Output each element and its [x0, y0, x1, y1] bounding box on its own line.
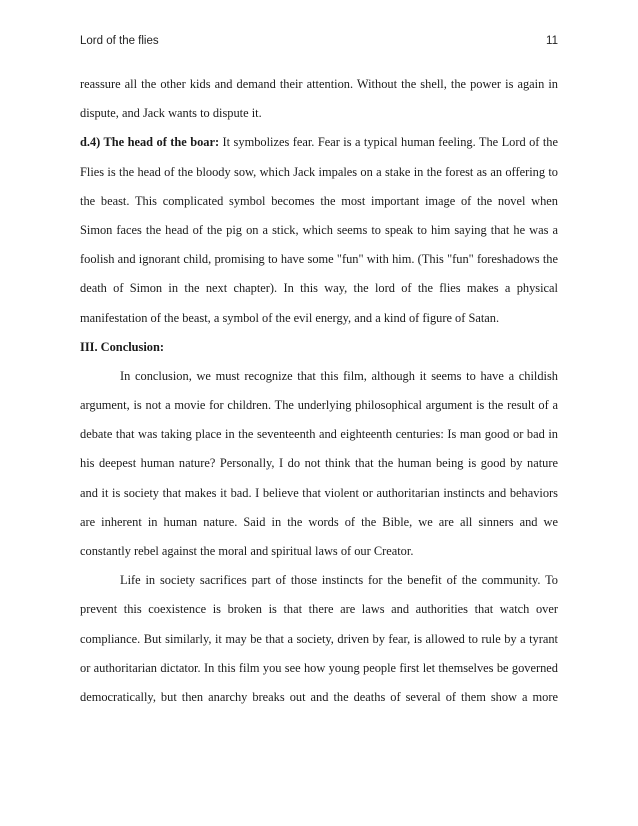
line-text: Life in society sacrifices part of those instincts for the benefit of the community. To	[120, 573, 558, 588]
text-line	[80, 362, 558, 391]
text-line	[80, 187, 558, 216]
text-line	[80, 274, 558, 303]
line-text: compliance. But similarly, it may be that a society, driven by fear, is allowed to rule by a tyrant	[80, 631, 558, 646]
text-line	[80, 420, 558, 449]
line-text: death of Simon in the next chapter). In this way, the lord of the flies makes a physical	[80, 281, 558, 296]
line-text: and it is society that makes it bad. I believe that violent or authoritarian instincts and behaviors	[80, 485, 558, 500]
text-line	[80, 333, 558, 362]
text-line	[80, 508, 558, 537]
line-text: constantly rebel against the moral and spiritual laws of our Creator.	[80, 544, 414, 558]
text-line	[80, 566, 558, 595]
line-text: debate that was taking place in the seventeenth and eighteenth centuries: Is man good or bad in	[80, 427, 558, 442]
line-text: Simon faces the head of the pig on a stick, which seems to speak to him saying that he was a	[80, 222, 558, 237]
text-line	[80, 99, 558, 128]
bold-heading: d.4) The head of the boar:	[80, 135, 220, 150]
text-line	[80, 304, 558, 333]
line-text: dispute, and Jack wants to dispute it.	[80, 106, 262, 121]
text-line	[80, 70, 558, 99]
line-text: argument, is not a movie for children. The underlying philosophical argument is the result of a	[80, 398, 558, 413]
text-line	[80, 654, 558, 683]
text-line	[80, 158, 558, 187]
text-line	[80, 683, 558, 712]
line-text: or authoritarian dictator. In this film you see how young people first let themselves be governed	[80, 660, 558, 675]
line-text: foolish and ignorant child, promising to have some "fun" with him. (This "fun" foreshadows the	[80, 252, 558, 267]
text-line	[80, 216, 558, 245]
text-line	[80, 449, 558, 478]
line-text: manifestation of the beast, a symbol of the evil energy, and a kind of figure of Satan.	[80, 310, 500, 325]
bold-heading: III. Conclusion:	[80, 339, 165, 354]
line-text: prevent this coexistence is broken is that there are laws and authorities that watch over	[80, 602, 558, 617]
page-header	[80, 35, 558, 47]
line-text: It symbolizes fear. Fear is a typical human feeling. The Lord of the	[219, 135, 558, 150]
line-text: democratically, but then anarchy breaks out and the deaths of several of them show a more	[80, 689, 558, 704]
header-title: Lord of the flies	[80, 35, 159, 47]
text-line	[80, 537, 558, 566]
text-line	[80, 128, 558, 157]
line-text: his deepest human nature? Personally, I do not think that the human being is good by nature	[80, 456, 558, 471]
text-line	[80, 391, 558, 420]
text-line	[80, 595, 558, 624]
text-line	[80, 625, 558, 654]
body-text	[80, 70, 558, 712]
line-text: In conclusion, we must recognize that this film, although it seems to have a childish	[120, 368, 558, 383]
line-text: are inherent in human nature. Said in the words of the Bible, we are all sinners and we	[80, 514, 558, 529]
text-line	[80, 245, 558, 274]
line-text: reassure all the other kids and demand their attention. Without the shell, the power is again in	[80, 77, 558, 91]
page-number: 11	[546, 35, 558, 47]
line-text: the beast. This complicated symbol becomes the most important image of the novel when	[80, 193, 558, 208]
text-line	[80, 479, 558, 508]
line-text: Flies is the head of the bloody sow, which Jack impales on a stake in the forest as an offering to	[80, 164, 558, 179]
